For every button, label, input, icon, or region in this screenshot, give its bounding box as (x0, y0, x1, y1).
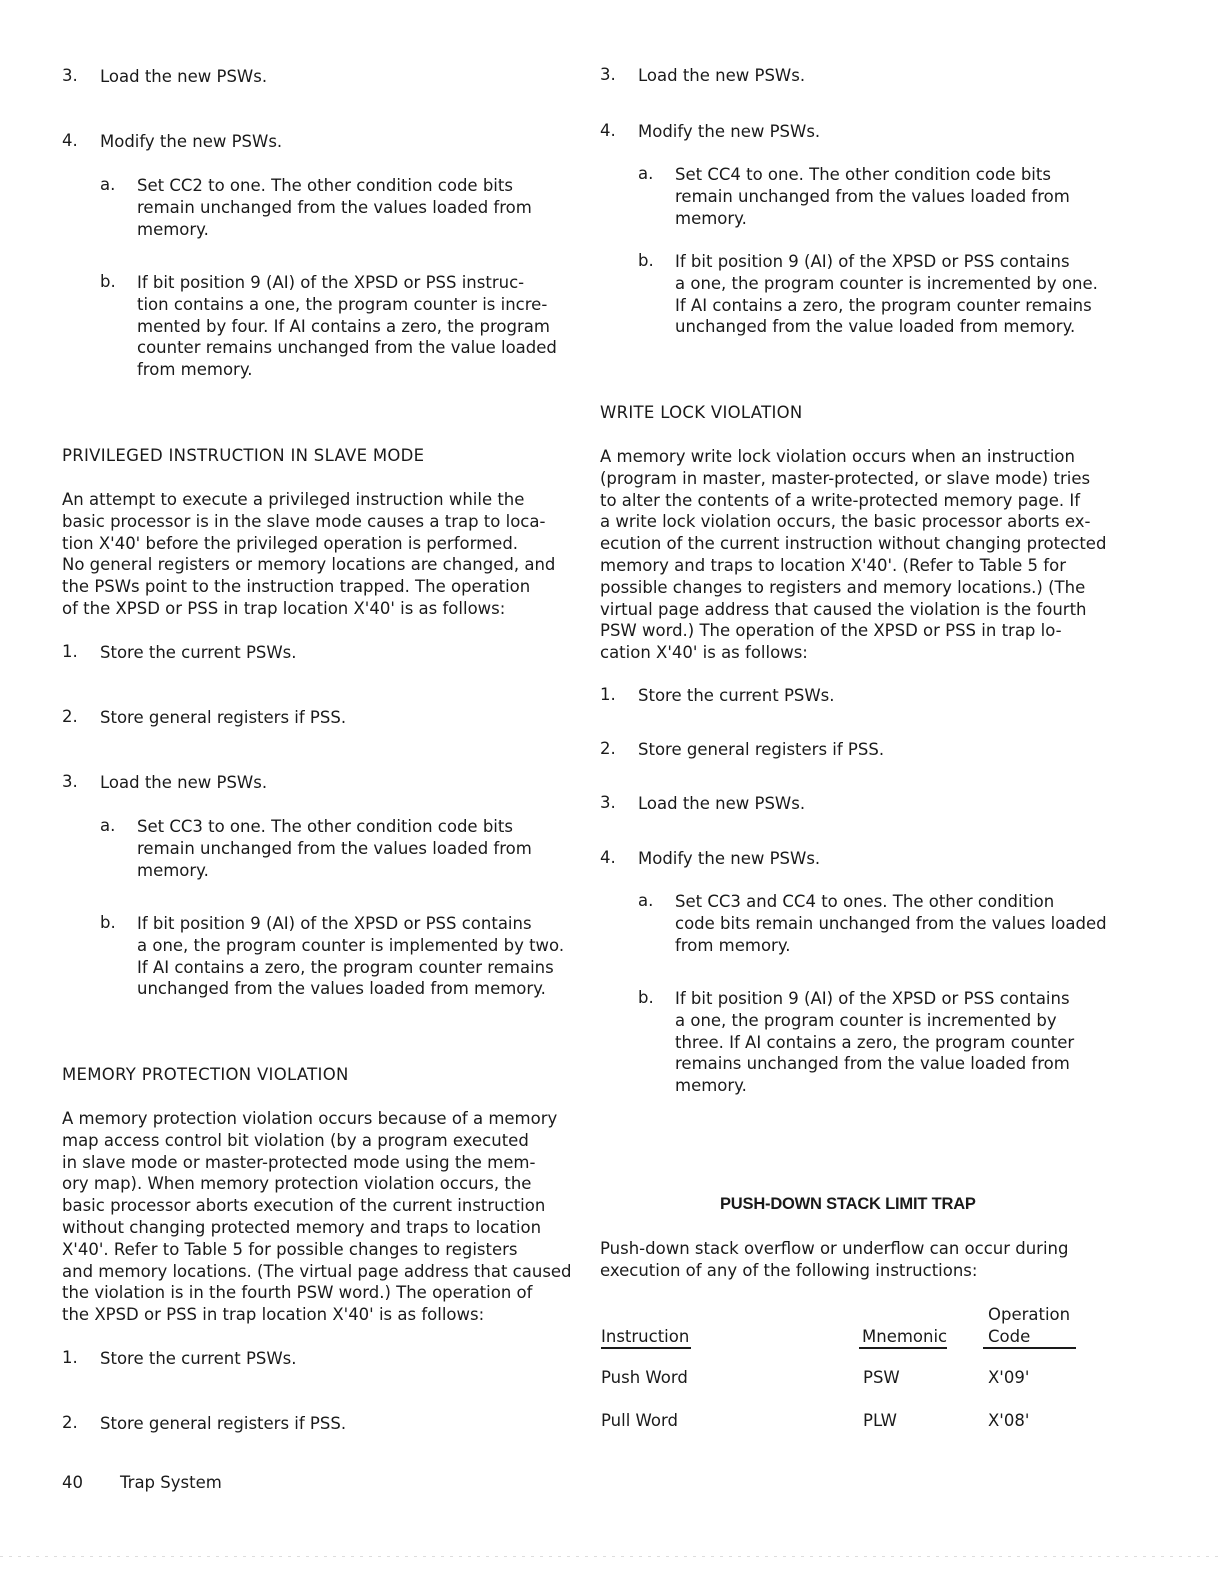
header-underline (601, 1347, 691, 1349)
list-item-text: Load the new PSWs. (638, 794, 806, 813)
list-number: 4. (600, 848, 616, 867)
list-item-text: Store the current PSWs. (100, 1349, 297, 1368)
section-heading-pushdown: PUSH-DOWN STACK LIMIT TRAP (720, 1195, 976, 1213)
list-item-text: Modify the new PSWs. (100, 132, 283, 151)
sub-item-letter: a. (100, 816, 116, 835)
footer-section-title: Trap System (120, 1473, 222, 1492)
list-number: 3. (62, 772, 78, 791)
list-item-text: Store general registers if PSS. (638, 740, 885, 759)
sub-item-text: Set CC2 to one. The other condition code bits remain unchanged from the values loaded from memory. (137, 176, 532, 239)
sub-item-letter: a. (638, 164, 654, 183)
table-header-opcode: Operation Code (988, 1305, 1071, 1346)
sub-item-letter: a. (100, 175, 116, 194)
list-item-text: Load the new PSWs. (100, 773, 268, 792)
table-cell-instruction: Push Word (601, 1368, 688, 1387)
list-number: 3. (62, 66, 78, 85)
list-item-text: Modify the new PSWs. (638, 122, 821, 141)
table-cell-instruction: Pull Word (601, 1411, 678, 1430)
sub-item-text: If bit position 9 (AI) of the XPSD or PSS instruc- tion contains a one, the program counter is incre- mented by four. If AI contains a zero, the program counter remains unchanged from the value loaded from memory. (137, 273, 557, 380)
sub-item-text: If bit position 9 (AI) of the XPSD or PSS contains a one, the program counter is implemented by two. If AI contains a zero, the program counter remains unchanged from the values loaded from memory. (137, 914, 565, 999)
list-number: 1. (600, 685, 616, 704)
table-header-mnemonic: Mnemonic (862, 1327, 948, 1346)
list-number: 3. (600, 65, 616, 84)
list-item-text: Modify the new PSWs. (638, 849, 821, 868)
list-item-text: Store general registers if PSS. (100, 1414, 347, 1433)
table-cell-mnemonic: PSW (863, 1368, 900, 1387)
section-paragraph: Push-down stack overflow or underflow can occur during execution of any of the following instructions: (600, 1239, 1069, 1280)
sub-item-letter: b. (100, 913, 116, 932)
sub-item-text: If bit position 9 (AI) of the XPSD or PSS contains a one, the program counter is incremented by one. If AI contains a zero, the program counter remains unchanged from the value loaded from memory. (675, 252, 1098, 337)
list-item-text: Store general registers if PSS. (100, 708, 347, 727)
list-item-text: Load the new PSWs. (638, 66, 806, 85)
header-underline (983, 1347, 1076, 1349)
section-heading-memory-protection: MEMORY PROTECTION VIOLATION (62, 1065, 349, 1084)
scan-artifact-divider (0, 1556, 1224, 1557)
header-underline (859, 1347, 947, 1349)
section-paragraph: A memory protection violation occurs because of a memory map access control bit violation (by a program executed in slave mode or master-protected mode using the mem- ory map). When memory protection violation occurs, the basic processor aborts execution of the current instruction without changing protected memory and traps to location X'40'. Refer to Table 5 for possible changes to registers and memory locations. (The virtual page address that caused the violation is in the fourth PSW word.) The operation of the XPSD or PSS in trap location X'40' is as follows: (62, 1109, 572, 1325)
list-number: 2. (600, 739, 616, 758)
sub-item-letter: b. (638, 988, 654, 1007)
page-number: 40 (62, 1473, 83, 1492)
list-number: 1. (62, 642, 78, 661)
sub-item-text: Set CC3 and CC4 to ones. The other condition code bits remain unchanged from the values loaded from memory. (675, 892, 1107, 955)
list-number: 3. (600, 793, 616, 812)
list-number: 2. (62, 1413, 78, 1432)
list-item-text: Store the current PSWs. (638, 686, 835, 705)
sub-item-text: Set CC3 to one. The other condition code bits remain unchanged from the values loaded from memory. (137, 817, 532, 880)
sub-item-text: If bit position 9 (AI) of the XPSD or PSS contains a one, the program counter is incremented by three. If AI contains a zero, the program counter remains unchanged from the value loaded from memory. (675, 989, 1075, 1096)
list-number: 4. (62, 131, 78, 150)
list-number: 4. (600, 121, 616, 140)
section-paragraph: An attempt to execute a privileged instruction while the basic processor is in the slave mode causes a trap to loca- tion X'40' before the privileged operation is performed. No general registers or memory locations are changed, and the PSWs point to the instruction trapped. The operation of the XPSD or PSS in trap location X'40' is as follows: (62, 490, 556, 618)
list-item-text: Store the current PSWs. (100, 643, 297, 662)
table-cell-code: X'08' (988, 1411, 1030, 1430)
table-cell-code: X'09' (988, 1368, 1030, 1387)
list-number: 2. (62, 707, 78, 726)
section-heading-privileged: PRIVILEGED INSTRUCTION IN SLAVE MODE (62, 446, 425, 465)
section-heading-write-lock: WRITE LOCK VIOLATION (600, 403, 803, 422)
sub-item-letter: b. (100, 272, 116, 291)
sub-item-letter: a. (638, 891, 654, 910)
sub-item-text: Set CC4 to one. The other condition code bits remain unchanged from the values loaded from memory. (675, 165, 1070, 228)
section-paragraph: A memory write lock violation occurs when an instruction (program in master, master-protected, or slave mode) tries to alter the contents of a write-protected memory page. If a write lock violation occurs, the basic processor aborts ex- ecution of the current instruction without changing protected memory and traps to location X'40'. (Refer to Table 5 for possible changes to registers and memory locations.) (The virtual page address that caused the violation is the fourth PSW word.) The operation of the XPSD or PSS in trap lo- cation X'40' is as follows: (600, 447, 1107, 663)
list-item-text: Load the new PSWs. (100, 67, 268, 86)
table-cell-mnemonic: PLW (863, 1411, 897, 1430)
list-number: 1. (62, 1348, 78, 1367)
table-header-instruction: Instruction (601, 1327, 690, 1346)
sub-item-letter: b. (638, 251, 654, 270)
